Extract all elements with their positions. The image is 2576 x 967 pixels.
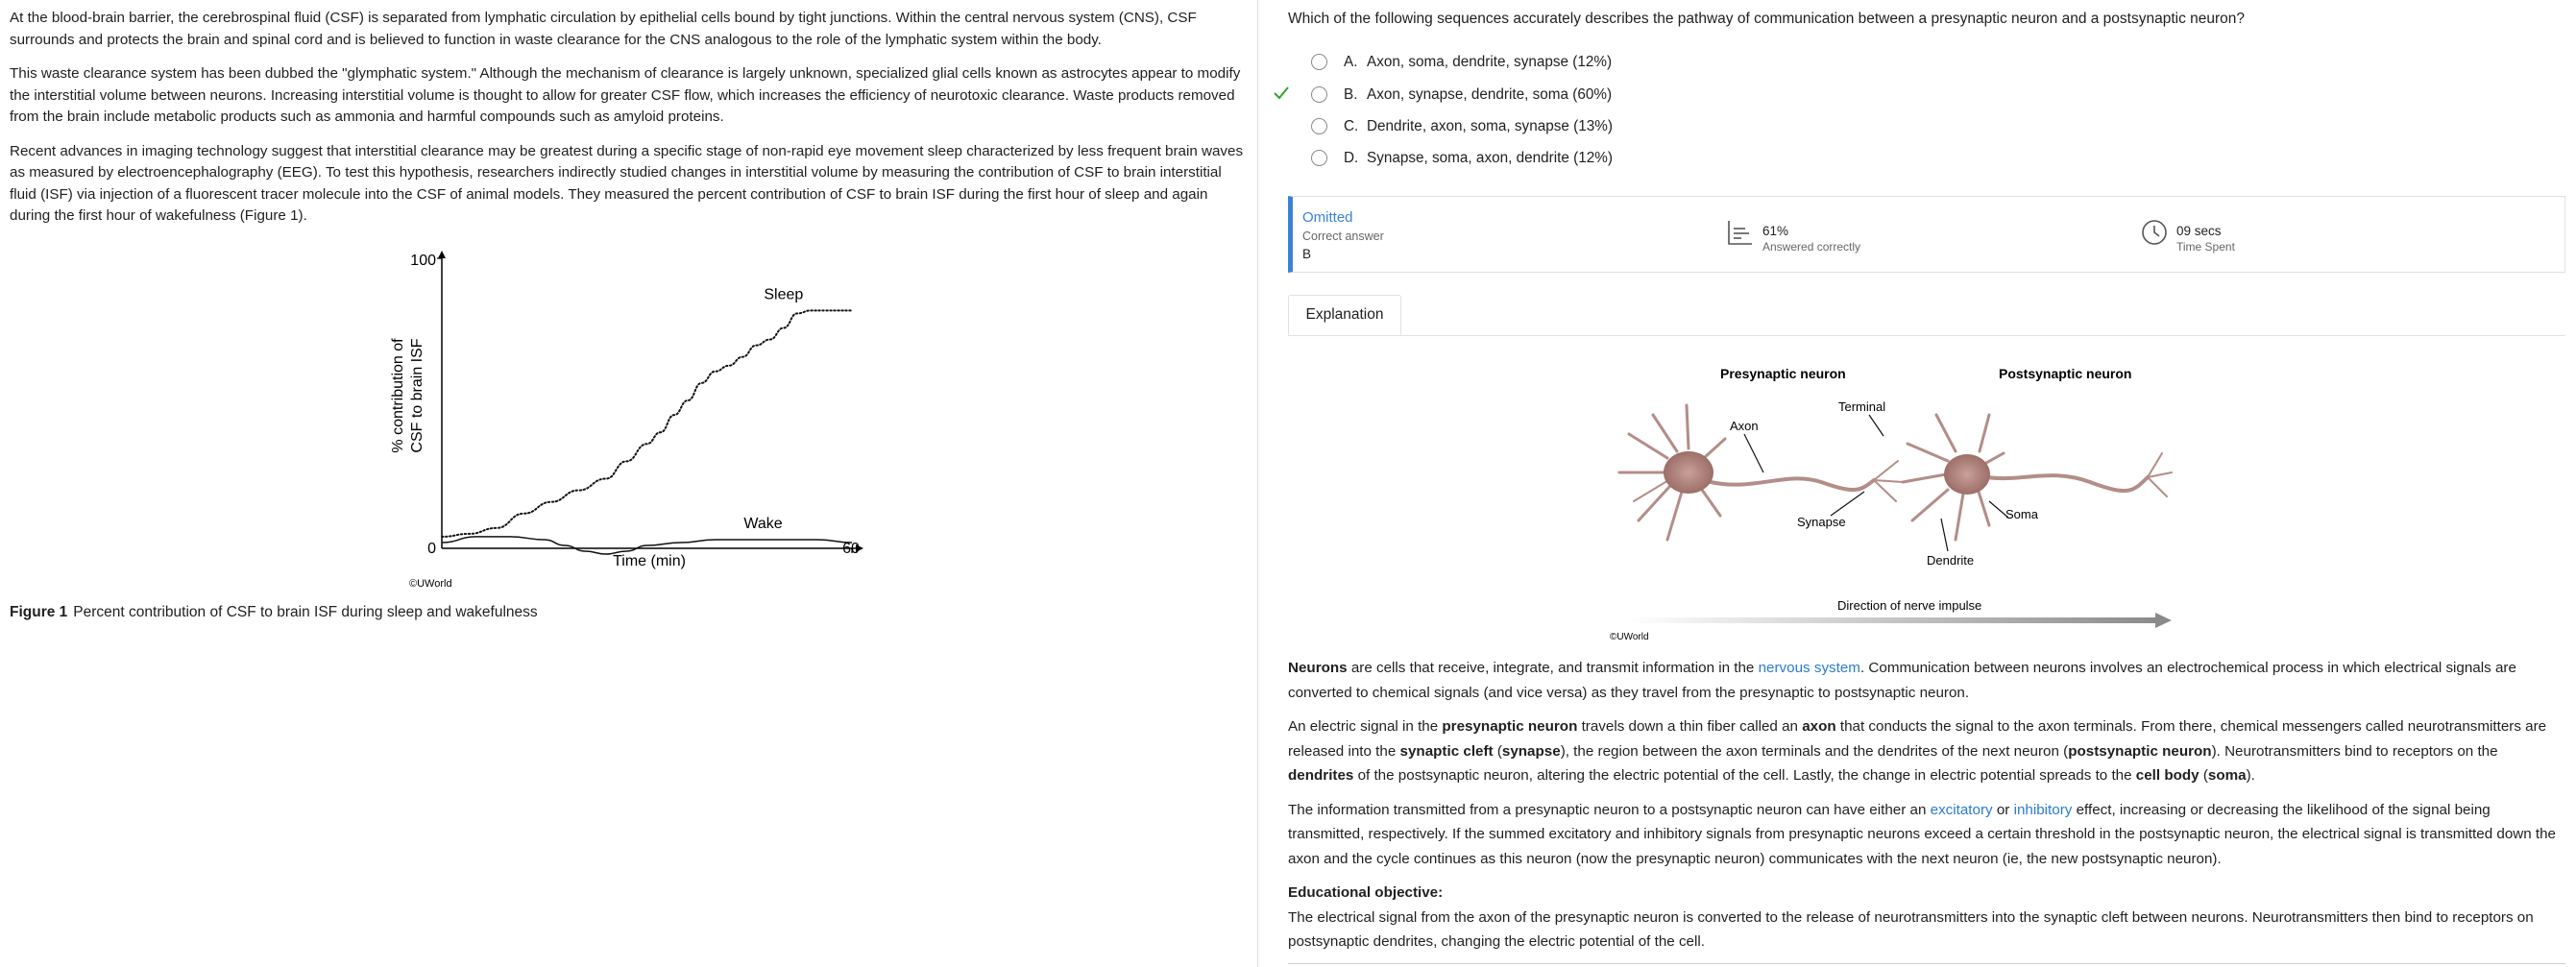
postsynaptic-label: Postsynaptic neuron bbox=[1999, 366, 2132, 381]
choice-d[interactable] bbox=[1259, 148, 1739, 171]
link-excitatory[interactable]: excitatory bbox=[1930, 801, 1993, 818]
choice-b-radio[interactable] bbox=[1311, 86, 1327, 103]
passage-text bbox=[10, 8, 1248, 228]
time-spent-value: 09 secs bbox=[2176, 224, 2222, 238]
choice-c-radio[interactable] bbox=[1311, 118, 1327, 134]
diagram-copyright: ©UWorld bbox=[1610, 632, 1649, 642]
question-stem: Which of the following sequences accurately describes the pathway of communication between a presynaptic neuron and a postsynaptic neuron? bbox=[1288, 11, 2246, 27]
y-axis-arrow-icon bbox=[438, 251, 446, 258]
term-synapse: synapse bbox=[1501, 742, 1561, 760]
series-label-wake: Wake bbox=[743, 515, 783, 532]
dendrite-label: Dendrite bbox=[1927, 553, 1975, 568]
choice-a-letter: A. bbox=[1344, 54, 1358, 70]
x-axis-label: Time (min) bbox=[613, 553, 686, 569]
choice-c-text: Dendrite, axon, soma, synapse (13%) bbox=[1367, 118, 1613, 134]
series-line-sleep bbox=[442, 310, 852, 537]
tab-explanation[interactable]: Explanation bbox=[1288, 295, 1401, 335]
passage-paragraph-3: Recent advances in imaging technology suggest that interstitial clearance may be greatest during a specific stage of non-rapid eye movement sleep characterized by less frequent brain waves as measured by electroencephalography (EEG). To test this hypothesis, researchers indirectly studied changes in interstitial volume by measuring the contribution of CSF to brain interstitial fluid (ISF) via injection of a fluorescent tracer molecule into the CSF of animal models. They measured the percent contribution of CSF to brain ISF during the first hour of sleep and again during the first hour of wakefulness (Figure 1). bbox=[10, 142, 1244, 224]
presynaptic-neuron-shape bbox=[1619, 405, 1903, 540]
text-span: ( bbox=[1493, 742, 1502, 760]
explanation-paragraph-1 bbox=[1288, 656, 2565, 705]
neuron-diagram bbox=[1610, 348, 2186, 645]
x-tick-label-60: 60 bbox=[842, 541, 860, 557]
figure-1-chart bbox=[365, 245, 864, 595]
bottom-divider bbox=[1288, 963, 2565, 964]
choice-b-letter: B. bbox=[1344, 86, 1358, 103]
chart-copyright: ©UWorld bbox=[409, 578, 452, 590]
synapse-label: Synapse bbox=[1797, 515, 1846, 529]
choice-a[interactable] bbox=[1259, 52, 1739, 75]
explanation-tab-bar bbox=[1288, 295, 2565, 336]
direction-arrow-shaft bbox=[1629, 617, 2157, 623]
term-postsynaptic-neuron: postsynaptic neuron bbox=[2068, 742, 2212, 760]
terminal-label: Terminal bbox=[1838, 399, 1886, 414]
series-label-sleep: Sleep bbox=[764, 286, 804, 303]
term-presynaptic-neuron: presynaptic neuron bbox=[1442, 718, 1578, 735]
presynaptic-label: Presynaptic neuron bbox=[1720, 366, 1846, 381]
text-span: . Communication between neurons involves an electrochemical process in which electrical signals are converted to chemical signals (and vice versa) as they travel from the presynaptic to postsynaptic neuron. bbox=[1288, 660, 2516, 701]
y-axis-label-line-1: % contribution of bbox=[390, 338, 406, 453]
choice-c-letter: C. bbox=[1344, 118, 1359, 134]
text-span: that conducts the signal to the axon terminals. From there, chemical messengers called neurotransmitters are released into the bbox=[1288, 718, 2547, 760]
text-span: effect, increasing or decreasing the likelihood of the signal being transmitted, respectively. If the summed excitatory and inhibitory signals from presynaptic neurons exceed a certain threshold in the postsynaptic neuron, the electrical signal is transmitted down the axon and the cycle continues as this neuron (now the presynaptic neuron) communicates with the next neuron (ie, the new postsynaptic neuron). bbox=[1288, 801, 2557, 867]
explanation-paragraph-2 bbox=[1288, 714, 2565, 788]
series-line-wake bbox=[442, 537, 852, 554]
term-cell-body: cell body bbox=[2135, 767, 2199, 784]
passage-paragraph-2: This waste clearance system has been dubbed the "glymphatic system." Although the mechanism of clearance is largely unknown, specialized glial cells known as astrocytes appear to modify the interstitial volume between neurons. Increasing interstitial volume is thought to allow for greater CSF flow, which increases the efficiency of neurotoxic clearance. Waste products removed from the brain include metabolic products such as ammonia and harmful compounds such as amyloid proteins. bbox=[10, 65, 1241, 125]
educational-objective-heading: Educational objective: bbox=[1288, 884, 1444, 901]
choice-d-radio[interactable] bbox=[1311, 150, 1327, 166]
y-tick-label-100: 100 bbox=[410, 253, 436, 269]
passage-paragraph-1: At the blood-brain barrier, the cerebrospinal fluid (CSF) is separated from lymphatic circulation by epithelial cells bound by tight junctions. Within the central nervous system (CNS), CSF surrounds and protects the brain and spinal cord and is believed to function in waste clearance for the CNS analogous to the role of the lymphatic system within the body. bbox=[10, 10, 1197, 48]
choice-b-text: Axon, synapse, dendrite, soma (60%) bbox=[1367, 86, 1613, 103]
direction-arrow-icon bbox=[2155, 613, 2172, 628]
text-span: of the postsynaptic neuron, altering the electric potential of the cell. Lastly, the change in electric potential spreads to the bbox=[1353, 767, 2136, 784]
bar-chart-icon bbox=[1726, 218, 1755, 252]
presynaptic-soma bbox=[1664, 451, 1713, 494]
correct-check-icon bbox=[1273, 85, 1290, 107]
choice-a-text: Axon, soma, dendrite, synapse (12%) bbox=[1367, 54, 1613, 70]
postsynaptic-soma bbox=[1944, 454, 1990, 495]
x-tick-label-0: 0 bbox=[427, 541, 436, 557]
status-omitted: Omitted bbox=[1302, 209, 1353, 226]
time-spent-label: Time Spent bbox=[2176, 240, 2235, 254]
percent-correct-label: Answered correctly bbox=[1762, 240, 1861, 254]
question-pane bbox=[1259, 0, 2576, 967]
choice-d-text: Synapse, soma, axon, dendrite (12%) bbox=[1367, 150, 1613, 166]
choice-d-letter: D. bbox=[1344, 150, 1359, 166]
clock-icon bbox=[2140, 218, 2169, 252]
correct-answer-label: Correct answer bbox=[1302, 230, 1384, 243]
text-span: or bbox=[1992, 801, 2014, 818]
text-span: ). bbox=[2246, 767, 2255, 784]
explanation-paragraph-3 bbox=[1288, 798, 2565, 872]
link-inhibitory[interactable]: inhibitory bbox=[2013, 801, 2073, 818]
text-span: ). Neurotransmitters bind to receptors on the bbox=[2211, 742, 2498, 760]
percent-correct-value: 61% bbox=[1762, 224, 1789, 238]
term-synaptic-cleft: synaptic cleft bbox=[1399, 742, 1494, 760]
choice-c[interactable] bbox=[1259, 116, 1739, 139]
direction-label: Direction of nerve impulse bbox=[1837, 598, 1982, 613]
text-span: travels down a thin fiber called an bbox=[1577, 718, 1803, 735]
answer-stats-box bbox=[1288, 196, 2565, 273]
figure-caption bbox=[10, 604, 538, 621]
figure-label: Figure 1 bbox=[10, 604, 68, 620]
text-span: The information transmitted from a presynaptic neuron to a postsynaptic neuron can have either an bbox=[1288, 801, 1931, 818]
figure-caption-text: Percent contribution of CSF to brain ISF during sleep and wakefulness bbox=[73, 604, 538, 620]
axon-label: Axon bbox=[1730, 419, 1759, 433]
term-axon: axon bbox=[1802, 718, 1836, 735]
y-axis-label-line-2: CSF to brain ISF bbox=[409, 338, 425, 453]
text-span: ( bbox=[2199, 767, 2208, 784]
choice-b[interactable] bbox=[1259, 85, 1739, 108]
link-nervous-system[interactable]: nervous system bbox=[1758, 660, 1860, 676]
educational-objective-text: The electrical signal from the axon of the presynaptic neuron is converted to the release of neurotransmitters into the synaptic cleft between neurons. Neurotransmitters then bind to receptors on postsynaptic dendrites, changing the electric potential of the cell. bbox=[1288, 908, 2534, 950]
term-dendrites: dendrites bbox=[1288, 767, 1354, 784]
choice-a-radio[interactable] bbox=[1311, 54, 1327, 70]
text-span: ), the region between the axon terminals and the dendrites of the next neuron ( bbox=[1560, 742, 2069, 760]
explanation-body bbox=[1288, 656, 2565, 964]
text-span: An electric signal in the bbox=[1288, 718, 1443, 735]
soma-label: Soma bbox=[2005, 507, 2038, 521]
text-span: are cells that receive, integrate, and transmit information in the bbox=[1347, 660, 1759, 676]
term-neurons: Neurons bbox=[1288, 660, 1348, 676]
chart-plot-area bbox=[437, 251, 863, 554]
correct-answer-value: B bbox=[1302, 247, 1312, 261]
passage-pane bbox=[0, 0, 1258, 967]
term-soma: soma bbox=[2207, 767, 2247, 784]
